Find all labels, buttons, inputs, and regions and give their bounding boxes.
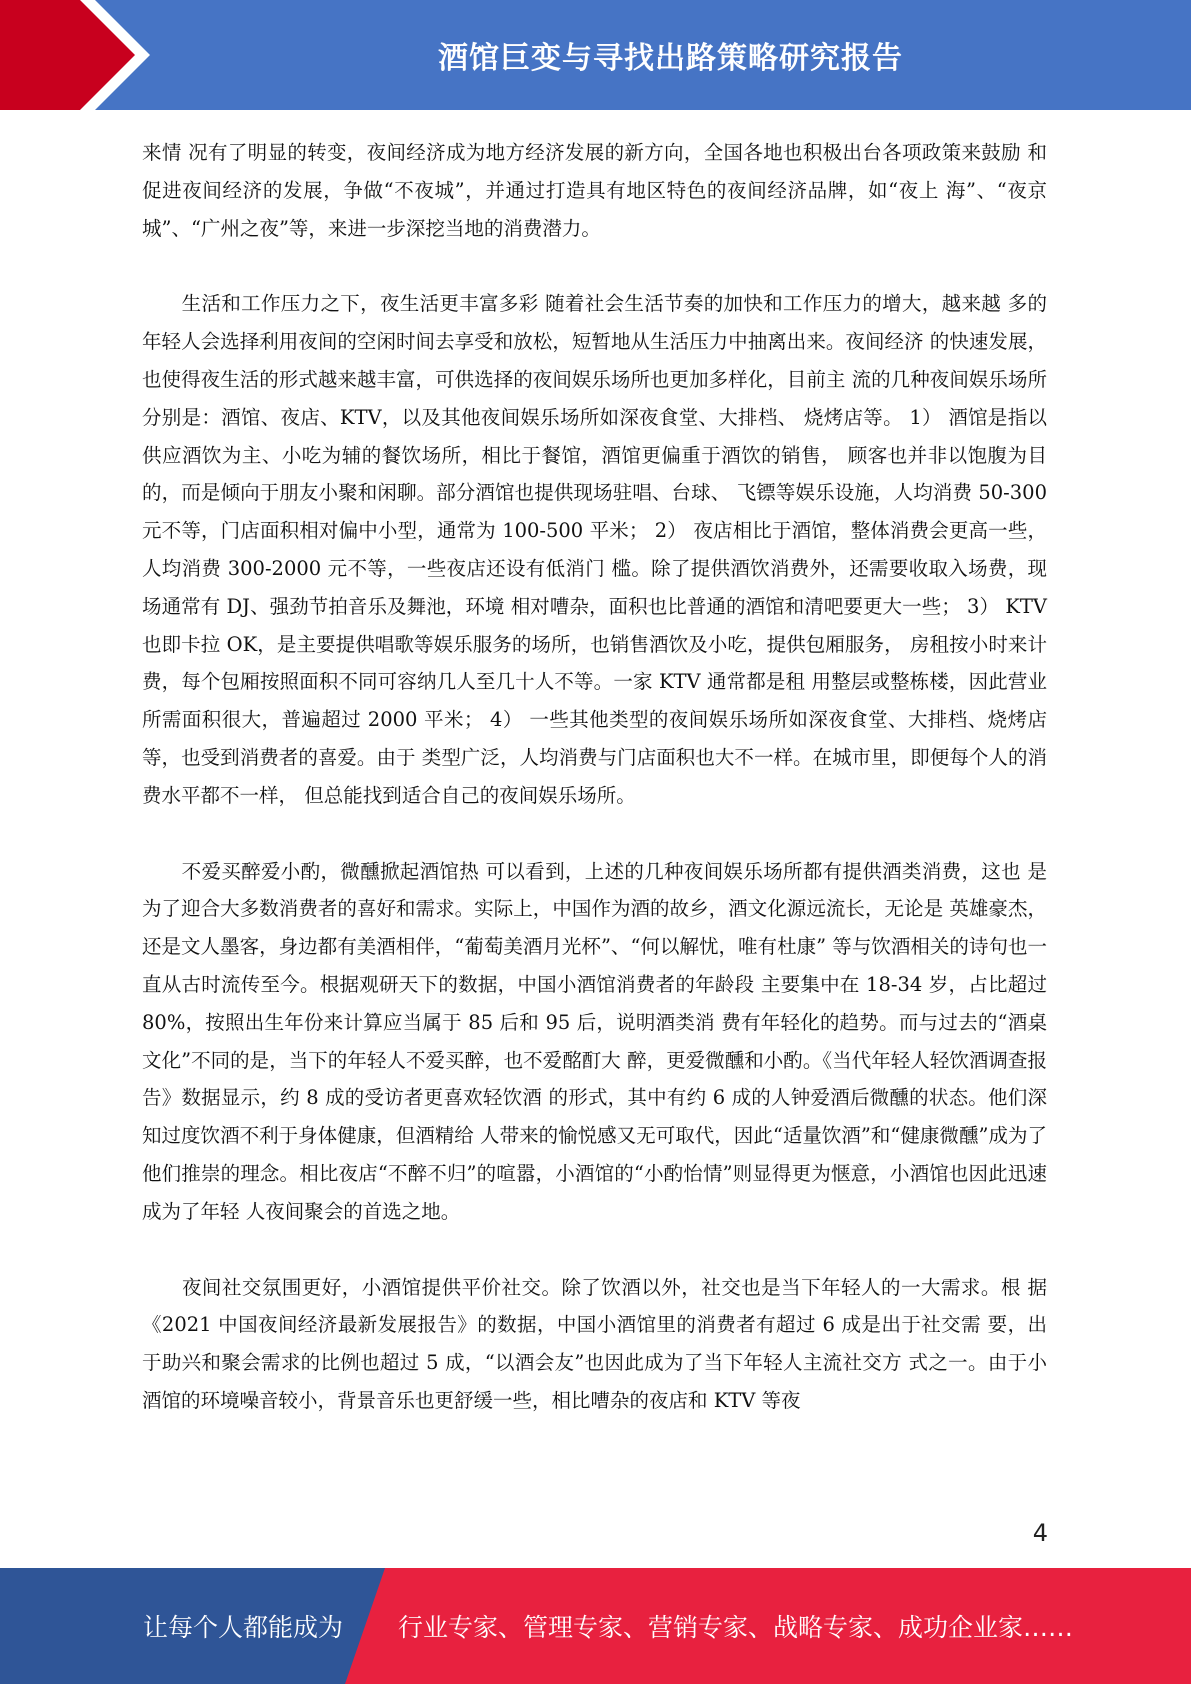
paragraph-3: 不爱买醉爱小酌，微醺掀起酒馆热 可以看到，上述的几种夜间娱乐场所都有提供酒类消费，这也 是为了迎合大多数消费者的喜好和需求。实际上，中国作为酒的故乡，酒文化源远流长，无论是 英雄豪杰，还是文人墨客，身边都有美酒相伴，“葡萄美酒月光杯”、“何以解忧，唯有杜康” 等与饮酒相关的诗句也一直从古时流传至今。根据观研天下的数据，中国小酒馆消费者的年龄段 主要集中在 18-34 岁，占比超过 80%，按照出生年份来计算应当属于 85 后和 95 后，说明酒类消 费有年轻化的趋势。而与过去的“酒桌文化”不同的是，当下的年轻人不爱买醉，也不爱酩酊大 醉，更爱微醺和小酌。《当代年轻人轻饮酒调查报告》数据显示，约 8 成的受访者更喜欢轻饮酒 的形式，其中有约 6 成的人钟爱酒后微醺的状态。他们深知过度饮酒不利于身体健康，但酒精给 人带来的愉悦感又无可取代，因此“适量饮酒”和“健康微醺”成为了他们推崇的理念。相比夜店“不醉不归”的喧嚣，小酒馆的“小酌怡情”则显得更为惬意，小酒馆也因此迅速成为了年轻 人夜间聚会的首选之地。: [142, 859, 1047, 1223]
page-title: 酒馆巨变与寻找出路策略研究报告: [438, 41, 903, 76]
paragraph-1: 来情 况有了明显的转变，夜间经济成为地方经济发展的新方向，全国各地也积极出台各项政策来鼓励 和促进夜间经济的发展，争做“不夜城”，并通过打造具有地区特色的夜间经济品牌，如“夜上 海”、“夜京城”、“广州之夜”等，来进一步深挖当地的消费潜力。: [142, 141, 1047, 240]
header-arrow-icon: [0, 0, 160, 110]
page-header: [0, 0, 1191, 110]
paragraph-4: 夜间社交氛围更好，小酒馆提供平价社交。除了饮酒以外，社交也是当下年轻人的一大需求。根 据《2021 中国夜间经济最新发展报告》的数据，中国小酒馆里的消费者有超过 6 成是出于社交需 要，出于助兴和聚会需求的比例也超过 5 成，“以酒会友”也因此成为了当下年轻人主流社交方 式之一。由于小酒馆的环境噪音较小，背景音乐也更舒缓一些，相比嘈杂的夜店和 KTV 等夜: [142, 1275, 1047, 1412]
page-number: 4: [1032, 1519, 1048, 1547]
page-footer: [0, 1568, 1191, 1684]
footer-slogan-right: 行业专家、管理专家、营销专家、战略专家、成功企业家……: [398, 1613, 1074, 1642]
paragraph-2: 生活和工作压力之下，夜生活更丰富多彩 随着社会生活节奏的加快和工作压力的增大，越来越 多的年轻人会选择利用夜间的空闲时间去享受和放松，短暂地从生活压力中抽离出来。夜间经济 的快速发展，也使得夜生活的形式越来越丰富，可供选择的夜间娱乐场所也更加多样化，目前主 流的几种夜间娱乐场所分别是：酒馆、夜店、KTV，以及其他夜间娱乐场所如深夜食堂、大排档、 烧烤店等。 1） 酒馆是指以供应酒饮为主、小吃为辅的餐饮场所，相比于餐馆，酒馆更偏重于酒饮的销售， 顾客也并非以饱腹为目的，而是倾向于朋友小聚和闲聊。部分酒馆也提供现场驻唱、台球、 飞镖等娱乐设施，人均消费 50-300 元不等，门店面积相对偏中小型，通常为 100-500 平米； 2） 夜店相比于酒馆，整体消费会更高一些，人均消费 300-2000 元不等，一些夜店还设有低消门 槛。除了提供酒饮消费外，还需要收取入场费，现场通常有 DJ、强劲节拍音乐及舞池，环境 相对嘈杂，面积也比普通的酒馆和清吧要更大一些； 3） KTV 也即卡拉 OK，是主要提供唱歌等娱乐服务的场所，也销售酒饮及小吃，提供包厢服务， 房租按小时来计费，每个包厢按照面积不同可容纳几人至几十人不等。一家 KTV 通常都是租 用整层或整栋楼，因此营业所需面积很大，普遍超过 2000 平米； 4） 一些其他类型的夜间娱乐场所如深夜食堂、大排档、烧烤店等，也受到消费者的喜爱。由于 类型广泛，人均消费与门店面积也大不一样。在城市里，即便每个人的消费水平都不一样， 但总能找到适合自己的夜间娱乐场所。: [142, 292, 1047, 807]
footer-slogan-left: 让每个人都能成为: [143, 1613, 344, 1642]
document-body: [142, 134, 1047, 1458]
